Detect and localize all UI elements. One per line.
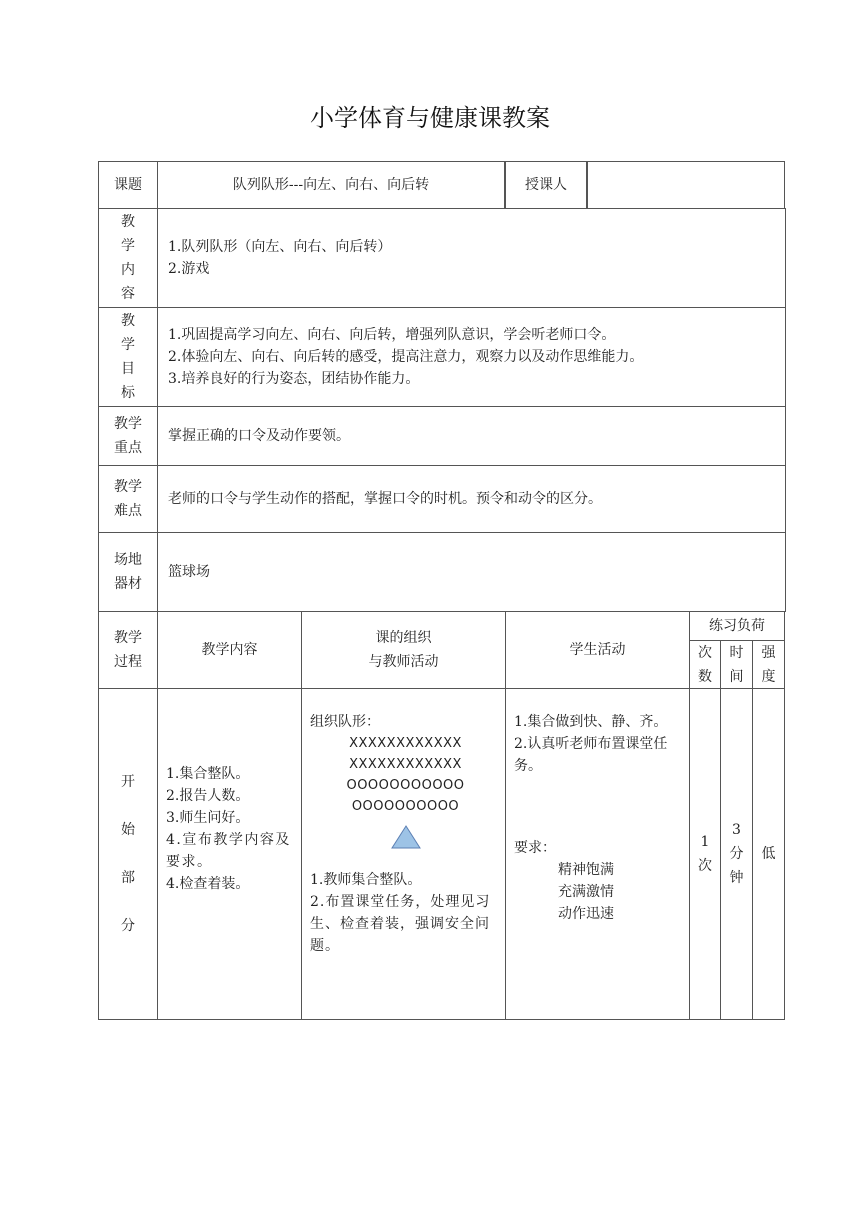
difficulties-row <box>98 465 786 533</box>
student-line: 1.集合做到快、静、齐。 <box>514 714 668 730</box>
venue-label-line: 器材 <box>114 576 142 592</box>
teacher-line: 1.教师集合整队。 <box>310 872 422 888</box>
opening-organization <box>301 688 506 1020</box>
content-label-char: 容 <box>121 286 135 302</box>
duration-value: 3 <box>732 822 741 838</box>
content-row <box>98 208 786 308</box>
content-text <box>157 208 786 308</box>
opening-row <box>98 688 786 1020</box>
key-points-label-line: 重点 <box>114 440 142 456</box>
content-label-char: 内 <box>121 262 135 278</box>
goal-line: 1.巩固提高学习向左、向右、向后转，增强列队意识，学会听老师口令。 <box>168 327 616 343</box>
goals-label-char: 目 <box>121 361 135 377</box>
topic-label: 课题 <box>98 161 158 209</box>
page-title: 小学体育与健康课教案 <box>310 104 550 132</box>
goals-row <box>98 307 786 407</box>
student-line: 2.认真听老师布置课堂任务。 <box>514 736 668 774</box>
difficulties-text: 老师的口令与学生动作的搭配，掌握口令的时机。预令和动令的区分。 <box>157 465 786 533</box>
process-label <box>98 611 158 689</box>
intensity-header-char: 强 <box>761 644 776 661</box>
venue-label-line: 场地 <box>114 552 142 568</box>
goals-text <box>157 307 786 407</box>
times-column-header <box>689 640 721 689</box>
opening-label-char: 始 <box>121 822 135 838</box>
formation-row: XXXXXXXXXXXX <box>349 736 462 751</box>
topic-row <box>98 161 786 209</box>
duration-value: 钟 <box>729 870 744 886</box>
opening-label-char: 分 <box>121 918 135 934</box>
opening-content-line: 2.报告人数。 <box>166 788 250 804</box>
opening-times <box>689 688 721 1020</box>
teacher-label: 授课人 <box>505 161 587 209</box>
opening-student-activities <box>505 688 690 1020</box>
requirements-title: 要求： <box>514 840 556 856</box>
process-label-line: 教学 <box>114 630 142 646</box>
requirements-list <box>514 859 687 925</box>
teacher-line: 2.布置课堂任务，处理见习生、检查着装，强调安全问题。 <box>310 894 491 954</box>
intensity-header-char: 度 <box>761 668 776 685</box>
organization-column-header <box>301 611 506 689</box>
formation-title: 组织队形： <box>310 714 380 730</box>
teacher-triangle-icon <box>391 825 421 849</box>
opening-label-char: 开 <box>121 774 135 790</box>
requirement-line: 动作迅速 <box>558 906 614 922</box>
formation-row: XXXXXXXXXXXX <box>349 757 462 772</box>
requirement-line: 充满激情 <box>558 884 614 900</box>
goals-label-char: 标 <box>121 385 135 401</box>
intensity-column-header <box>752 640 785 689</box>
times-value: 1 <box>700 834 710 850</box>
formation-row: OOOOOOOOOO <box>351 799 460 814</box>
requirement-line: 精神饱满 <box>558 862 614 878</box>
difficulties-label-line: 难点 <box>114 503 142 519</box>
opening-intensity <box>752 688 785 1020</box>
content-line: 2.游戏 <box>168 261 210 277</box>
times-header-char: 数 <box>698 668 712 685</box>
duration-header-char: 间 <box>729 668 744 685</box>
content-label-char: 教 <box>121 214 135 230</box>
opening-content-line: 4.检查着装。 <box>166 876 250 892</box>
duration-header-char: 时 <box>729 644 744 661</box>
opening-content-line: 4.宣布教学内容及要求。 <box>166 832 291 870</box>
opening-label-char: 部 <box>121 870 135 886</box>
content-column-header: 教学内容 <box>157 611 302 689</box>
duration-column-header <box>720 640 753 689</box>
process-header-row <box>98 611 786 689</box>
student-lines <box>514 711 687 777</box>
opening-content-line: 3.师生问好。 <box>166 810 250 826</box>
student-column-header: 学生活动 <box>505 611 690 689</box>
topic-value: 队列队形---向左、向右、向后转 <box>157 161 505 209</box>
formation-row: OOOOOOOOOOO <box>346 778 465 793</box>
goal-line: 2.体验向左、向右、向后转的感受，提高注意力，观察力以及动作思维能力。 <box>168 349 644 365</box>
duration-value: 分 <box>729 846 744 862</box>
process-label-line: 过程 <box>114 654 142 670</box>
venue-text: 篮球场 <box>157 532 786 612</box>
difficulties-label <box>98 465 158 533</box>
goal-line: 3.培养良好的行为姿态，团结协作能力。 <box>168 371 420 387</box>
key-points-label <box>98 406 158 466</box>
venue-row <box>98 532 786 612</box>
goals-label-char: 学 <box>121 337 135 353</box>
opening-content-line: 1.集合整队。 <box>166 766 250 782</box>
content-line: 1.队列队形（向左、向右、向后转） <box>168 239 392 255</box>
formation-diagram <box>310 733 501 849</box>
organization-header-line: 与教师活动 <box>368 654 439 670</box>
content-label <box>98 208 158 308</box>
opening-duration <box>720 688 753 1020</box>
goals-label <box>98 307 158 407</box>
key-points-label-line: 教学 <box>114 416 142 432</box>
times-header-char: 次 <box>698 644 712 661</box>
intensity-value: 低 <box>761 846 776 862</box>
load-column-header: 练习负荷 <box>689 611 785 641</box>
difficulties-label-line: 教学 <box>114 479 142 495</box>
key-points-row <box>98 406 786 466</box>
content-label-char: 学 <box>121 238 135 254</box>
times-value: 次 <box>698 858 712 874</box>
opening-label <box>98 688 158 1020</box>
venue-label <box>98 532 158 612</box>
teacher-activities <box>310 869 501 957</box>
organization-header-line: 课的组织 <box>375 630 432 646</box>
goals-label-char: 教 <box>121 313 135 329</box>
key-points-text: 掌握正确的口令及动作要领。 <box>157 406 786 466</box>
teacher-value <box>587 161 785 209</box>
opening-content <box>157 688 302 1020</box>
